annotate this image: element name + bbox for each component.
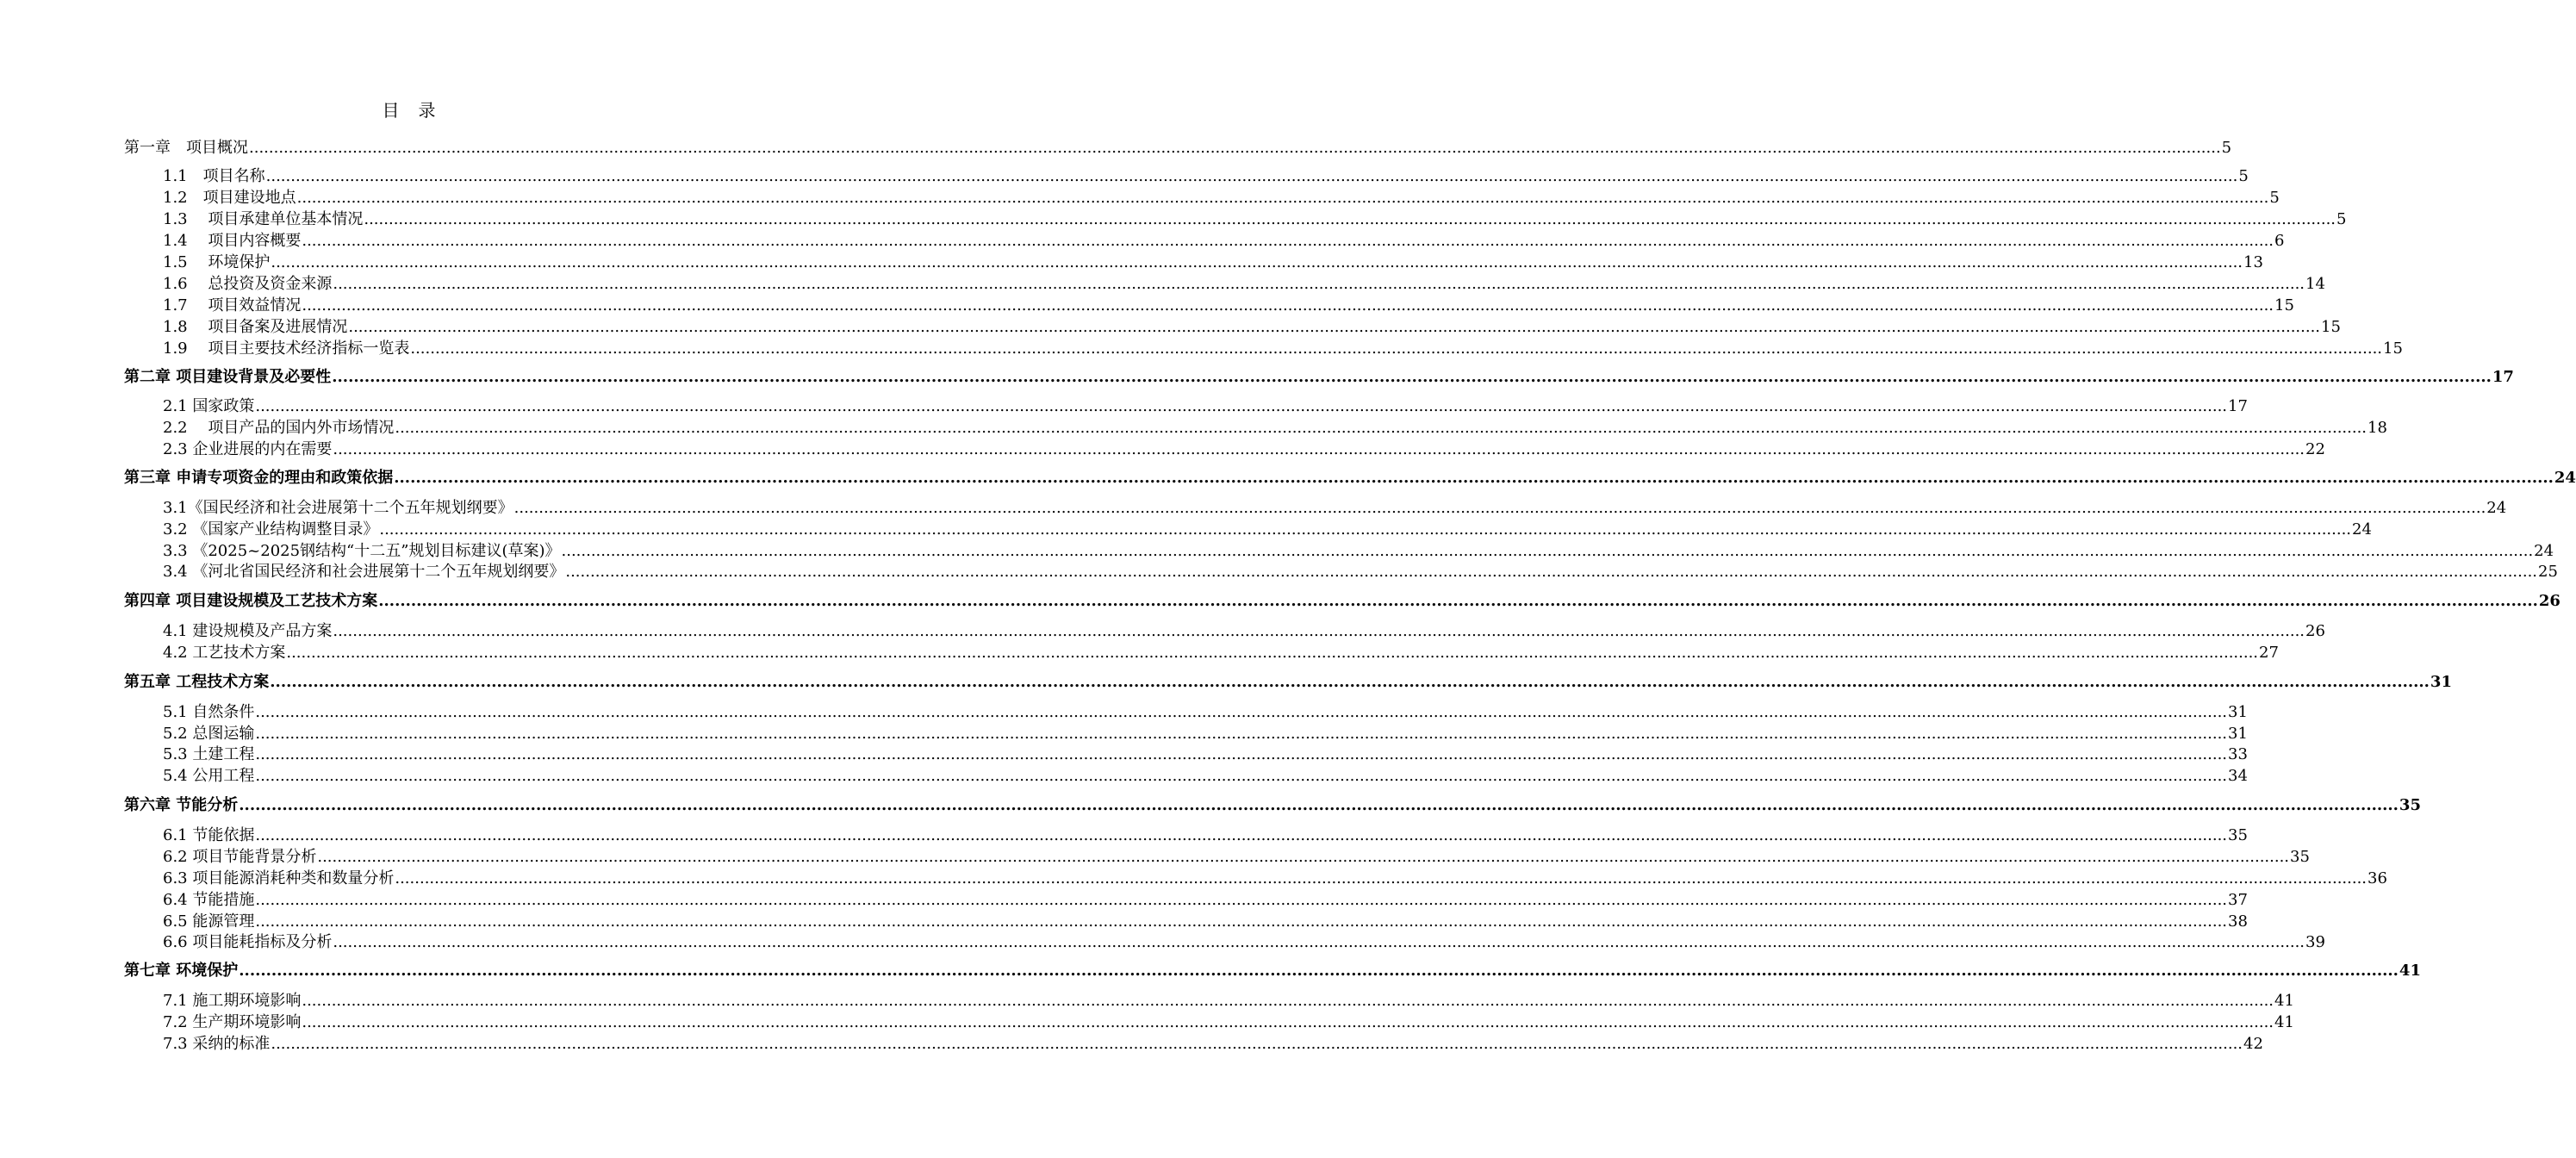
toc-dot-leader: ................................................................................................................................................................................................................................................................................................................................................................................................................ (333, 440, 2305, 458)
toc-dot-leader: ................................................................................................................................................................................................................................................................................................................................................................................................................ (271, 1035, 2243, 1053)
toc-dot-leader: ................................................................................................................................................................................................................................................................................................................................................................................................................ (348, 318, 2321, 336)
toc-entry-label: 7.3 采纳的标准 (163, 1035, 271, 1053)
toc-page-number: 15 (2274, 296, 2294, 314)
toc-dot-leader: ................................................................................................................................................................................................................................................................................................................................................................................................................ (271, 253, 2243, 271)
toc-section-entry[interactable] (163, 724, 2248, 744)
toc-chapter-entry[interactable] (124, 672, 2452, 693)
toc-dot-leader: ................................................................................................................................................................................................................................................................................................................................................................................................................ (565, 563, 2538, 581)
toc-page-number: 14 (2305, 275, 2325, 293)
toc-page-number: 31 (2430, 673, 2452, 691)
toc-chapter-entry[interactable] (124, 468, 2576, 489)
toc-page-number: 24 (2534, 542, 2554, 560)
toc-section-entry[interactable] (163, 541, 2554, 562)
toc-page-number: 35 (2290, 848, 2310, 866)
toc-page-number: 31 (2228, 725, 2248, 743)
toc-entry-label: 第一章 项目概况 (124, 139, 248, 157)
toc-dot-leader: ................................................................................................................................................................................................................................................................................................................................................................................................................ (255, 826, 2228, 844)
toc-dot-leader: ................................................................................................................................................................................................................................................................................................................................................................................................................ (255, 703, 2228, 721)
toc-section-entry[interactable] (163, 252, 2263, 273)
toc-entry-label: 2.3 企业进展的内在需要 (163, 440, 333, 458)
toc-entry-label: 2.1 国家政策 (163, 397, 255, 415)
toc-entry-label: 1.3 项目承建单位基本情况 (163, 210, 364, 228)
toc-entry-label: 3.3 《2025~2025钢结构“十二五”规划目标建议(草案)》 (163, 542, 561, 560)
toc-section-entry[interactable] (163, 317, 2341, 338)
toc-page-number: 36 (2368, 869, 2387, 887)
toc-page-number: 15 (2321, 318, 2341, 336)
toc-entry-label: 5.3 土建工程 (163, 745, 255, 763)
toc-dot-leader: ................................................................................................................................................................................................................................................................................................................................................................................................................ (302, 992, 2274, 1010)
toc-title: 目 录 (382, 100, 437, 121)
toc-entry-label: 5.1 自然条件 (163, 703, 255, 721)
toc-page-number: 15 (2383, 339, 2403, 358)
toc-entry-label: 6.4 节能措施 (163, 891, 255, 909)
toc-dot-leader: ................................................................................................................................................................................................................................................................................................................................................................................................................ (332, 368, 2492, 386)
toc-chapter-entry[interactable] (124, 591, 2560, 612)
toc-dot-leader: ................................................................................................................................................................................................................................................................................................................................................................................................................ (395, 419, 2368, 437)
toc-entry-label: 4.2 工艺技术方案 (163, 644, 286, 662)
toc-section-entry[interactable] (163, 621, 2325, 642)
toc-page-number: 22 (2305, 440, 2325, 458)
toc-chapter-entry[interactable] (124, 367, 2514, 388)
toc-dot-leader: ................................................................................................................................................................................................................................................................................................................................................................................................................ (255, 767, 2228, 785)
toc-dot-leader: ................................................................................................................................................................................................................................................................................................................................................................................................................ (561, 542, 2534, 560)
toc-section-entry[interactable] (163, 231, 2285, 252)
toc-dot-leader: ................................................................................................................................................................................................................................................................................................................................................................................................................ (395, 869, 2368, 887)
toc-entry-label: 4.1 建设规模及产品方案 (163, 622, 333, 640)
toc-page-number: 38 (2228, 912, 2248, 931)
toc-entry-label: 3.2 《国家产业结构调整目录》 (163, 520, 379, 539)
toc-page-number: 27 (2259, 644, 2279, 662)
toc-page-number: 25 (2538, 563, 2558, 581)
toc-chapter-entry[interactable] (124, 795, 2421, 816)
toc-dot-leader: ................................................................................................................................................................................................................................................................................................................................................................................................................ (317, 848, 2290, 866)
toc-dot-leader: ................................................................................................................................................................................................................................................................................................................................................................................................................ (378, 592, 2538, 610)
toc-section-entry[interactable] (163, 847, 2310, 868)
toc-entry-label: 1.1 项目名称 (163, 167, 265, 185)
toc-entry-label: 3.4 《河北省国民经济和社会进展第十二个五年规划纲要》 (163, 563, 565, 581)
toc-section-entry[interactable] (163, 912, 2248, 932)
toc-entry-label: 2.2 项目产品的国内外市场情况 (163, 419, 395, 437)
toc-dot-leader: ................................................................................................................................................................................................................................................................................................................................................................................................................ (364, 210, 2336, 228)
toc-dot-leader: ................................................................................................................................................................................................................................................................................................................................................................................................................ (513, 499, 2486, 517)
toc-dot-leader: ................................................................................................................................................................................................................................................................................................................................................................................................................ (239, 796, 2399, 814)
toc-entry-label: 7.1 施工期环境影响 (163, 992, 302, 1010)
toc-dot-leader: ................................................................................................................................................................................................................................................................................................................................................................................................................ (239, 962, 2399, 980)
toc-dot-leader: ................................................................................................................................................................................................................................................................................................................................................................................................................ (255, 725, 2228, 743)
toc-entry-label: 1.7 项目效益情况 (163, 296, 302, 314)
toc-section-entry[interactable] (163, 296, 2294, 316)
toc-section-entry[interactable] (163, 702, 2248, 723)
toc-section-entry[interactable] (163, 868, 2387, 889)
toc-page-number: 26 (2305, 622, 2325, 640)
toc-entry-label: 6.5 能源管理 (163, 912, 255, 931)
toc-dot-leader: ................................................................................................................................................................................................................................................................................................................................................................................................................ (270, 673, 2430, 691)
toc-section-entry[interactable] (163, 643, 2279, 663)
toc-section-entry[interactable] (163, 520, 2372, 540)
toc-dot-leader: ................................................................................................................................................................................................................................................................................................................................................................................................................ (255, 397, 2228, 415)
toc-section-entry[interactable] (163, 418, 2387, 439)
toc-section-entry[interactable] (163, 166, 2249, 187)
toc-dot-leader: ................................................................................................................................................................................................................................................................................................................................................................................................................ (333, 933, 2305, 951)
toc-dot-leader: ................................................................................................................................................................................................................................................................................................................................................................................................................ (255, 912, 2228, 931)
toc-section-entry[interactable] (163, 396, 2248, 417)
toc-page-number: 5 (2336, 210, 2347, 228)
toc-page-number: 6 (2274, 232, 2285, 250)
toc-entry-label: 5.4 公用工程 (163, 767, 255, 785)
toc-entry-label: 1.8 项目备案及进展情况 (163, 318, 348, 336)
toc-page-number: 26 (2538, 592, 2560, 610)
toc-entry-label: 1.9 项目主要技术经济指标一览表 (163, 339, 410, 358)
toc-page-number: 5 (2221, 139, 2232, 157)
toc-page-number: 41 (2274, 992, 2294, 1010)
toc-dot-leader: ................................................................................................................................................................................................................................................................................................................................................................................................................ (394, 469, 2554, 487)
toc-dot-leader: ................................................................................................................................................................................................................................................................................................................................................................................................................ (255, 745, 2228, 763)
toc-section-entry[interactable] (163, 766, 2248, 787)
toc-dot-leader: ................................................................................................................................................................................................................................................................................................................................................................................................................ (302, 1013, 2274, 1031)
toc-page-number: 24 (2554, 469, 2576, 487)
toc-page-number: 35 (2228, 826, 2248, 844)
toc-dot-leader: ................................................................................................................................................................................................................................................................................................................................................................................................................ (333, 275, 2305, 293)
toc-section-entry[interactable] (163, 439, 2325, 460)
toc-section-entry[interactable] (163, 274, 2325, 295)
toc-entry-label: 6.6 项目能耗指标及分析 (163, 933, 333, 951)
toc-page-number: 24 (2486, 499, 2507, 517)
toc-page-number: 42 (2243, 1035, 2263, 1053)
toc-entry-label: 7.2 生产期环境影响 (163, 1013, 302, 1031)
toc-section-entry[interactable] (163, 744, 2248, 765)
toc-section-entry[interactable] (163, 339, 2403, 359)
toc-page-number: 17 (2492, 368, 2514, 386)
toc-dot-leader: ................................................................................................................................................................................................................................................................................................................................................................................................................ (249, 139, 2221, 157)
toc-section-entry[interactable] (163, 498, 2507, 519)
toc-entry-label: 第二章 项目建设背景及必要性 (124, 368, 332, 386)
toc-page-number: 41 (2399, 962, 2421, 980)
toc-entry-label: 1.5 环境保护 (163, 253, 271, 271)
toc-dot-leader: ................................................................................................................................................................................................................................................................................................................................................................................................................ (333, 622, 2305, 640)
toc-dot-leader: ................................................................................................................................................................................................................................................................................................................................................................................................................ (255, 891, 2228, 909)
toc-page-number: 31 (2228, 703, 2248, 721)
toc-page-number: 5 (2269, 189, 2280, 207)
toc-entry-label: 第六章 节能分析 (124, 796, 239, 814)
toc-page-number: 39 (2305, 933, 2325, 951)
toc-entry-label: 第七章 环境保护 (124, 962, 239, 980)
toc-section-entry[interactable] (163, 825, 2248, 846)
toc-page-number: 24 (2352, 520, 2372, 539)
toc-section-entry[interactable] (163, 1034, 2263, 1055)
toc-entry-label: 第三章 申请专项资金的理由和政策依据 (124, 469, 394, 487)
toc-section-entry[interactable] (163, 188, 2280, 209)
toc-dot-leader: ................................................................................................................................................................................................................................................................................................................................................................................................................ (296, 189, 2269, 207)
toc-entry-label: 第四章 项目建设规模及工艺技术方案 (124, 592, 378, 610)
toc-dot-leader: ................................................................................................................................................................................................................................................................................................................................................................................................................ (302, 232, 2274, 250)
toc-section-entry[interactable] (163, 562, 2558, 582)
toc-chapter-entry[interactable] (124, 138, 2232, 159)
toc-page-number: 34 (2228, 767, 2248, 785)
toc-page-number: 35 (2399, 796, 2421, 814)
toc-section-entry[interactable] (163, 209, 2347, 230)
toc-section-entry[interactable] (163, 890, 2248, 911)
toc-entry-label: 6.2 项目节能背景分析 (163, 848, 317, 866)
toc-entry-label: 5.2 总图运输 (163, 725, 255, 743)
toc-entry-label: 6.3 项目能源消耗种类和数量分析 (163, 869, 395, 887)
toc-dot-leader: ................................................................................................................................................................................................................................................................................................................................................................................................................ (379, 520, 2352, 539)
toc-chapter-entry[interactable] (124, 961, 2421, 981)
toc-page-number: 13 (2243, 253, 2263, 271)
toc-dot-leader: ................................................................................................................................................................................................................................................................................................................................................................................................................ (265, 167, 2238, 185)
toc-entry-label: 6.1 节能依据 (163, 826, 255, 844)
toc-section-entry[interactable] (163, 932, 2325, 953)
toc-page-number: 17 (2228, 397, 2248, 415)
toc-entry-label: 3.1《国民经济和社会进展第十二个五年规划纲要》 (163, 499, 513, 517)
toc-entry-label: 1.6 总投资及资金来源 (163, 275, 333, 293)
toc-page-number: 18 (2368, 419, 2387, 437)
toc-entry-label: 1.2 项目建设地点 (163, 189, 296, 207)
toc-entry-label: 1.4 项目内容概要 (163, 232, 302, 250)
toc-page-number: 37 (2228, 891, 2248, 909)
toc-section-entry[interactable] (163, 991, 2294, 1012)
toc-dot-leader: ................................................................................................................................................................................................................................................................................................................................................................................................................ (410, 339, 2383, 358)
toc-page-number: 5 (2238, 167, 2249, 185)
toc-section-entry[interactable] (163, 1012, 2294, 1033)
toc-dot-leader: ................................................................................................................................................................................................................................................................................................................................................................................................................ (302, 296, 2274, 314)
toc-entry-label: 第五章 工程技术方案 (124, 673, 270, 691)
toc-page-number: 41 (2274, 1013, 2294, 1031)
toc-page-number: 33 (2228, 745, 2248, 763)
toc-dot-leader: ................................................................................................................................................................................................................................................................................................................................................................................................................ (286, 644, 2259, 662)
